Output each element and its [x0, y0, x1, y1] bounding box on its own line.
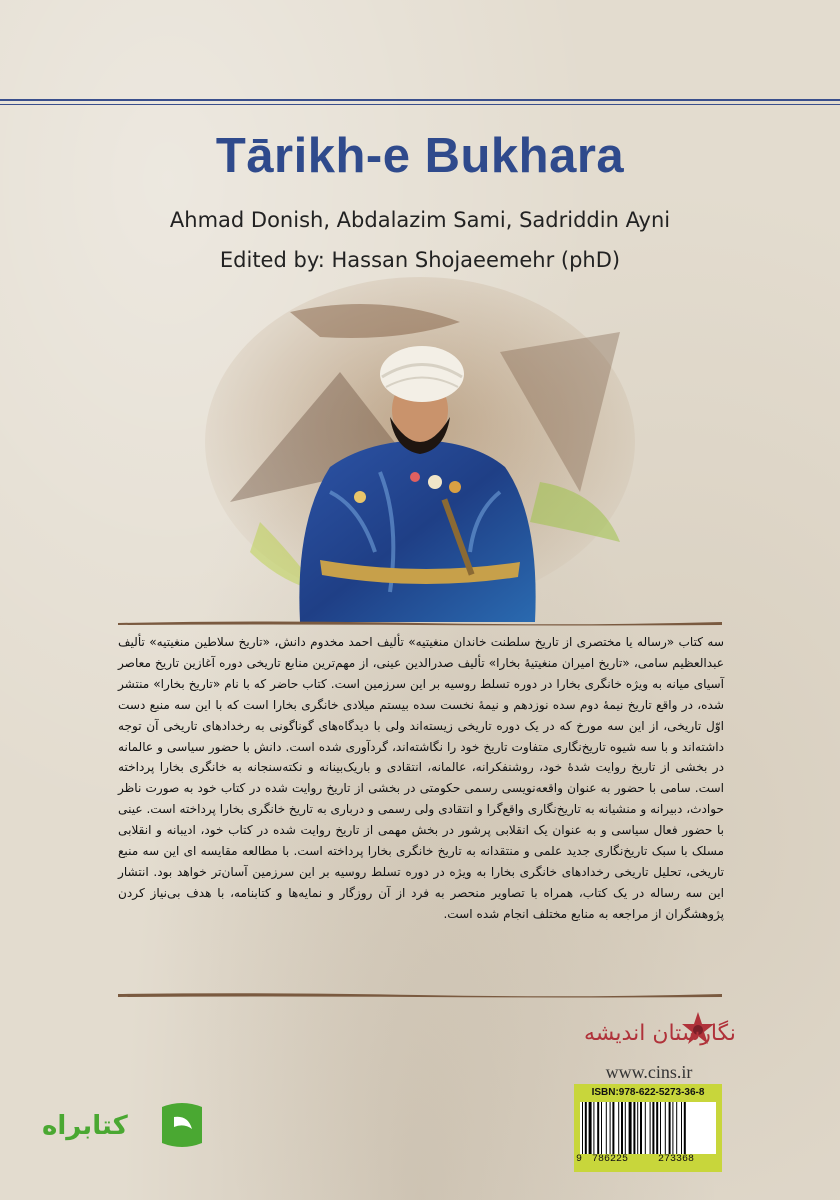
- barcode-bar: [629, 1102, 632, 1154]
- text-divider-bottom: [118, 992, 722, 998]
- ketabrah-logo-text: کتابراه: [42, 1111, 128, 1141]
- barcode-bar: [625, 1102, 626, 1154]
- barcode-bar: [684, 1102, 686, 1154]
- barcode-bar: [621, 1102, 623, 1154]
- barcode-bar: [665, 1102, 666, 1154]
- barcode-bar: [582, 1102, 583, 1154]
- barcode-bar: [676, 1102, 677, 1154]
- barcode-bars: [580, 1102, 716, 1154]
- ketabrah-logo[interactable]: [42, 1100, 207, 1150]
- barcode-bar: [597, 1102, 599, 1154]
- barcode-bar: [652, 1102, 654, 1154]
- barcode-bar: [612, 1102, 614, 1154]
- barcode-bar: [593, 1102, 594, 1154]
- barcode-bar: [645, 1102, 646, 1154]
- editor-line: Edited by: Hassan Shojaeemehr (phD): [219, 248, 621, 272]
- barcode: [580, 1102, 716, 1154]
- barcode-bar: [672, 1102, 673, 1154]
- book-title: Tārikh-e Bukhara: [215, 129, 625, 183]
- top-rule-thin: [0, 104, 840, 105]
- text-divider-top: [118, 620, 722, 626]
- barcode-bar: [656, 1102, 658, 1154]
- isbn-label: ISBN:978-622-5273-36-8: [591, 1087, 705, 1098]
- barcode-bar: [640, 1102, 642, 1154]
- barcode-bar: [660, 1102, 661, 1154]
- publisher-logo-text: نگارستان اندیشه: [584, 1021, 736, 1046]
- barcode-digits-right: 273368: [658, 1154, 695, 1165]
- barcode-bar: [669, 1102, 671, 1154]
- barcode-bar: [606, 1102, 607, 1154]
- authors-line: Ahmad Donish, Abdalazim Sami, Sadriddin Ayni: [169, 208, 671, 232]
- barcode-bar: [601, 1102, 602, 1154]
- barcode-bar: [585, 1102, 587, 1154]
- barcode-bar: [618, 1102, 619, 1154]
- barcode-bar: [589, 1102, 592, 1154]
- publisher-logo: [580, 1000, 736, 1062]
- barcode-digit-lead: 9: [576, 1154, 583, 1165]
- publisher-url[interactable]: www.cins.ir: [605, 1062, 693, 1082]
- barcode-bar: [610, 1102, 611, 1154]
- barcode-digits-left: 786225: [592, 1154, 629, 1165]
- barcode-bar: [681, 1102, 682, 1154]
- book-description: سه کتاب «رساله یا مختصری از تاریخ سلطنت خاندان منغیتیه» تألیف احمد مخدوم دانش، «تاریخ سلاطین منغیتیه» تألیف عبدالعظیم سامی، «تاریخ امیران منغیتیهٔ بخارا» تألیف صدرالدین عینی، از مهم‌ترین منابع تاریخی دوره آغازین تاریخ معاصر آسیای میانه به ویژه خانگری بخارا در دوره تسلط روسیه بر این سرزمین است. کتاب حاضر که با نام «تاریخ بخارا» منتشر شده، در واقع تاریخ نیمهٔ دوم سده نوزدهم و نیمهٔ نخست سده بیستم میلادی خانگری بخارا است که با این سه منبع دست اوّل تاریخی، از این سه مورخ که در یک دوره تاریخی زیسته‌اند ولی با دیدگاه‌های گوناگونی به رخدادهای تاریخی آن توجه داشته‌اند و با سه شیوه تاریخ‌نگاری متفاوت تاریخ خود را نگاشته‌اند، گردآوری شده است. دانش با حضور سیاسی و عالمانه در بخشی از تاریخ روایت شدهٔ خود، روشنفکرانه، عالمانه، انتقادی و باریک‌بینانه و نکته‌سنجانه به خانگری بخارا پرداخته است. سامی با حضور به عنوان واقعه‌نویسی رسمی حکومتی در بخشی از تاریخ روایت شده در کتاب خود به صورت ناظر حوادث، دبیرانه و منشیانه به تاریخ‌نگاری واقع‌گرا و انتقادی ولی رسمی و درباری به تاریخ خانگری بخارا پرداخته است. عینی با حضور فعال سیاسی و به عنوان یک انقلابی پرشور در بخش مهمی از تاریخ روایت شده در کتاب خود، ادیبانه و انقلابی مسلک با سبک تاریخ‌نگاری جدید علمی و منتقدانه به تاریخ خانگری بخارا پرداخته است. با مطالعه مقایسه ای این سه منبع تاریخی، تحلیل تاریخی رخدادهای خانگری بخارا به ویژه در دوره تسلط روسیه بر این سرزمین آسان‌تر خواهد بود. انتشار این سه رساله در یک کتاب، همراه با تصاویر منحصر به فرد از آن روزگار و نمایه‌ها و کتابنامه، با هدف بی‌نیاز کردن پژوهشگران از مراجعه به منابع مختلف انجام شده است.: [118, 635, 724, 921]
- top-rule: [0, 99, 840, 101]
- barcode-bar: [637, 1102, 638, 1154]
- barcode-bar: [633, 1102, 635, 1154]
- isbn-barcode-block: [574, 1084, 722, 1172]
- barcode-bar: [650, 1102, 651, 1154]
- emir-portrait-illustration: [200, 292, 640, 622]
